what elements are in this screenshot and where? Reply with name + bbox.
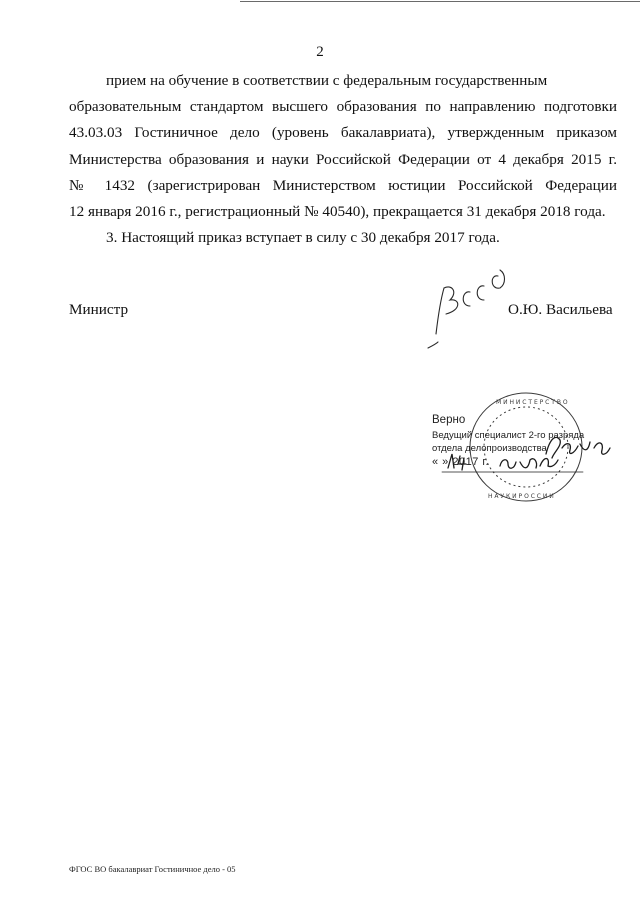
paragraph-line-2: образовательным стандартом высшего образования по направлению подготовки (69, 98, 617, 116)
document-footer: ФГОС ВО бакалавриат Гостиничное дело - 05 (69, 864, 236, 874)
top-rule (240, 1, 640, 2)
stamp-position-line-1: Ведущий специалист 2-го разряда (432, 430, 585, 441)
document-body (69, 68, 617, 251)
certification-stamp (424, 390, 604, 505)
svg-text:Н А У К И Р О С С И И: Н А У К И Р О С С И И (488, 493, 554, 500)
stamp-handwritten-date (438, 448, 608, 474)
stamp-date-line: « » 2017 г. (432, 456, 490, 468)
stamp-verno: Верно (432, 414, 466, 426)
paragraph-effective-date: 3. Настоящий приказ вступает в силу с 30 декабря 2017 года. (106, 229, 500, 247)
svg-text:М И Н И С Т Е Р С Т В О: М И Н И С Т Е Р С Т В О (496, 399, 568, 406)
paragraph-line-1: прием на обучение в соответствии с федеральным государственным (106, 72, 548, 89)
handwritten-signature (418, 262, 518, 352)
paragraph-line-3: 43.03.03 Гостиничное дело (уровень бакалавриата), утвержденным приказом (69, 124, 617, 142)
paragraph-line-5: № 1432 (зарегистрирован Министерством юстиции Российской Федерации (69, 176, 617, 194)
paragraph-line-4: Министерства образования и науки Российской Федерации от 4 декабря 2015 г. (69, 150, 617, 168)
page-number: 2 (316, 44, 324, 60)
signatory-name: О.Ю. Васильева (508, 301, 613, 318)
stamp-position-line-2: отдела делопроизводства (432, 443, 547, 454)
signatory-title: Министр (69, 301, 129, 318)
paragraph-line-6: 12 января 2016 г., регистрационный № 40540), прекращается 31 декабря 2018 года. (69, 203, 606, 221)
